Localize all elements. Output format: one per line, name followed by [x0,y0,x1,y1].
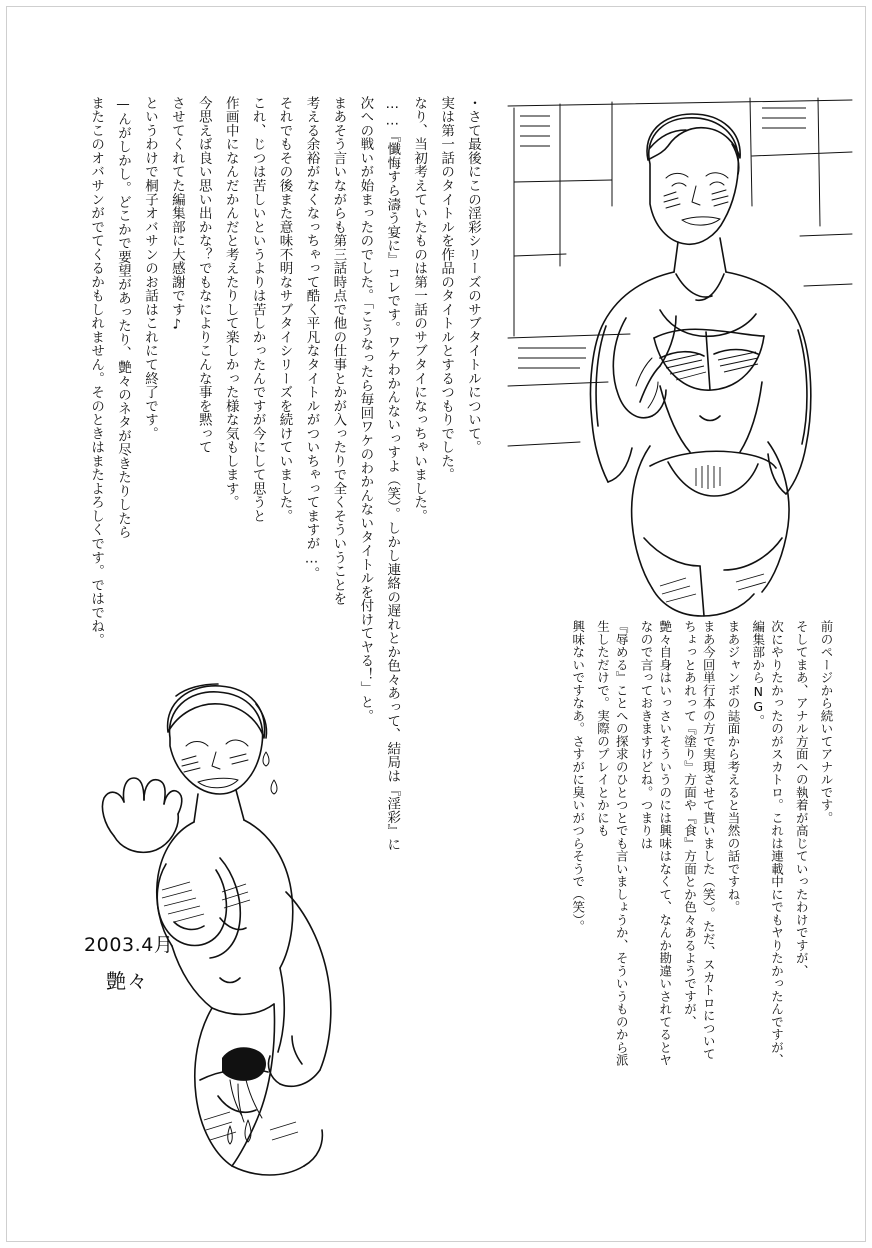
afterword-column: これ、じつは苦しいというよりは苦しかったんですが今にして思うと [249,96,266,523]
afterword-column: 実は第一話のタイトルを作品のタイトルとするつもりでした。 [438,96,455,482]
afterword-column: 作画中になんだかんだと考えたりして楽しかった様な気もします。 [222,96,239,510]
afterword-text-block [88,96,486,996]
seated-woman-illustration [500,86,860,631]
afterword-column: ・さて最後にこの淫彩シリーズのサブタイトルについて。 [465,96,481,455]
right-note-text-block [516,620,838,1070]
right-note-column: そしてまあ、アナル方面への執着が高じていったわけですが、 [794,620,810,977]
right-note-column: 次にやりたかったのがスカトロ。これは連載中にでもヤりたかったんですが、編集部からNG。 [750,620,785,1067]
right-note-column: 『辱める』ことへの探求のひとつとでも言いましょうか、そういうものから派生しただけで。実際のプレイとかにも [595,620,630,1067]
afterword-column: それでもその後また意味不明なサブタイシリーズを続けていました。 [276,96,293,523]
right-note-column: 興味ないですなあ。さすがに臭いがつらそうで（笑）。 [570,620,586,933]
afterword-column: 次への戦いが始まったのでした。「こうなったら毎回ワケのわかんないタイトルを付けてヤる！」と。 [357,96,374,723]
afterword-column: まあそう言いながらも第三話時点で他の仕事とかが入ったりで全くそういうことを [330,96,347,606]
afterword-column: —んがしかし。どこかで要望があったり、艶々のネタが尽きたりしたら [115,96,132,540]
afterword-column: ……『懺悔すら濤う宴に』コレです。ワケわかんないっすよ（笑）。しかし連絡の遅れとか色々あって、結局は『淫彩』に [384,96,401,852]
afterword-column: またこのオバサンがでてくるかもしれません。そのときはまたよろしくです。ではでね。 [88,96,105,647]
signature-date: 2003.4月 [84,934,174,956]
right-note-column: まあ今回単行本の方で実現させて貰いました（笑）。ただ、スカトロについてちょっとあれって『塗り』方面や『食』方面とか色々あるようですが、 [682,620,717,1060]
afterword-column: させてくれてた編集部に大感謝です♪ [168,96,185,333]
signature-artist-name: 艶々 [106,969,149,993]
afterword-column: というわけで桐子オバサンのお話はこれにて終了です。 [141,96,158,441]
right-note-column: まあジャンボの誌面から考えると当然の話ですね。 [726,620,741,914]
right-note-column: 艶々自身はいっさいそういうのには興味はなくて、なんか勘違いされてるとヤなので言っておきますけどね。つまりは [639,620,673,1067]
afterword-column: 考える余裕がなくなっちゃって酷く平凡なタイトルがついちゃってますが…。 [303,96,320,581]
right-note-column: 前のページから続いてアナルです。 [819,620,834,824]
afterword-column: なり、当初考えていたものは第一話のサブタイになっちゃいました。 [411,96,428,523]
signature-block [84,930,234,994]
afterword-column: 今思えば良い思い出かな？でもなによりこんな事を黙って [195,96,212,455]
